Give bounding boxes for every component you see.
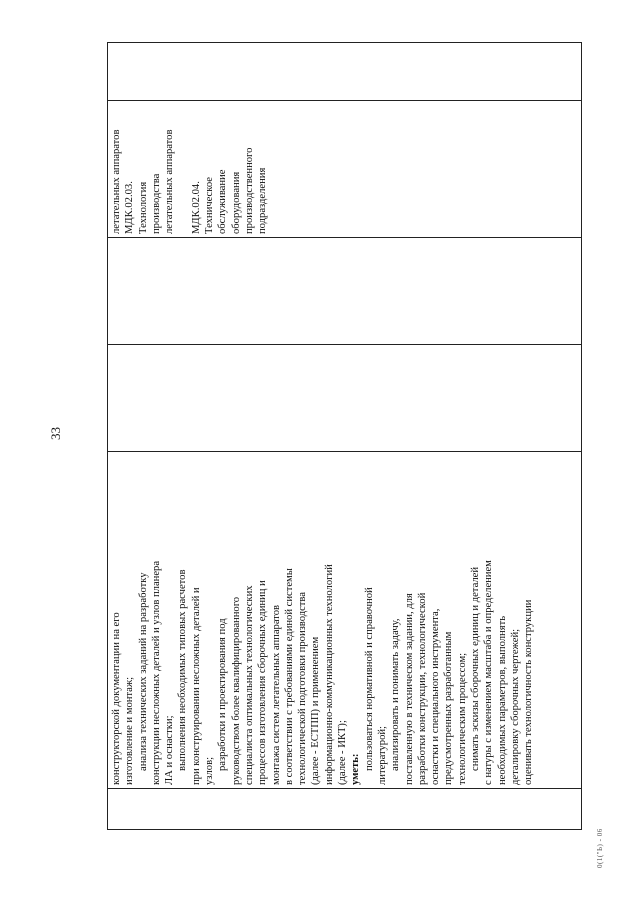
requirement-line: конструкторской документации на его xyxy=(111,612,122,785)
requirement-line: анализа технических заданий на разработку xyxy=(137,572,149,771)
requirement-line: разработки и проектирования под xyxy=(217,618,229,771)
module-line: летательных аппаратов xyxy=(164,129,176,234)
requirement-line: пользоваться нормативной и справочной xyxy=(363,587,375,771)
module-line: Техническое xyxy=(204,177,216,234)
requirement-line: технологическим процессом; xyxy=(456,652,468,785)
requirement-line: уметь: xyxy=(350,753,362,785)
requirement-line: информационно-коммуникационных технологий xyxy=(323,564,335,785)
requirement-line: изготовление и монтаж; xyxy=(124,676,136,785)
requirement-line: выполнения необходимых типовых расчетов xyxy=(177,569,189,771)
requirement-line: технологической подготовки производства xyxy=(297,592,309,785)
rotated-table-container xyxy=(107,42,582,830)
module-line: подразделения xyxy=(257,167,269,234)
requirement-line: деталировку сборочных чертежей; xyxy=(509,628,521,785)
requirement-line: разработки конструкции, технологической xyxy=(416,592,428,785)
requirement-line: литературой; xyxy=(376,725,388,785)
requirement-line: предусмотренных разработанным xyxy=(443,631,455,785)
requirement-line: оценивать технологичность конструкции xyxy=(523,599,535,785)
module-line: обслуживание xyxy=(217,169,229,234)
table-row xyxy=(108,43,582,830)
page-number: 33 xyxy=(48,427,63,440)
module-line: оборудования xyxy=(230,171,242,234)
module-line: производства xyxy=(150,173,162,234)
requirement-line: при конструировании несложных деталей и xyxy=(190,587,202,785)
module-line xyxy=(176,104,189,234)
requirements-text xyxy=(110,455,536,785)
requirement-line: процессов изготовления сборочных единиц и xyxy=(257,580,269,785)
table-cell-modules xyxy=(108,101,582,238)
module-line: производственного xyxy=(243,147,255,234)
table-cell-empty-1 xyxy=(108,345,582,452)
requirement-line: необходимых параметров, выполнять xyxy=(496,615,508,785)
requirement-line: специалиста оптимальных технологических xyxy=(243,585,255,785)
module-line: Технология xyxy=(137,181,149,234)
requirement-line: узлов; xyxy=(204,756,216,785)
table-cell-requirements xyxy=(108,452,582,789)
requirement-line: монтажа систем летательных аппаратов xyxy=(270,604,282,785)
requirement-line: анализировать и понимать задачу, xyxy=(390,618,402,771)
table-cell-empty-3 xyxy=(108,43,582,101)
requirement-line: снимать эскизы сборочных единиц и деталей xyxy=(470,566,482,771)
table-cell-empty-2 xyxy=(108,238,582,345)
module-line: МДК.02.03. xyxy=(124,181,136,234)
competency-table xyxy=(107,42,582,830)
footer-stamp: 0(1("Ь) - 06 xyxy=(596,828,604,868)
requirement-line: поставленную в техническом задании, для xyxy=(403,593,415,785)
requirement-line: оснастки и специального инструмента, xyxy=(430,608,442,785)
module-line: летательных аппаратов xyxy=(111,129,122,234)
requirement-line: конструкции несложных деталей и узлов планера xyxy=(150,560,162,785)
requirement-line: (далее - ЕСТПП) и применением xyxy=(310,636,322,785)
modules-text xyxy=(110,104,270,234)
requirement-line: в соответствии с требованиями единой системы xyxy=(283,568,295,785)
requirement-line: с натуры с изменением масштаба и определением xyxy=(483,560,495,785)
requirement-line: ЛА и оснастки; xyxy=(164,715,176,785)
table-cell-index xyxy=(108,789,582,830)
requirement-line: (далее - ИКТ); xyxy=(337,720,349,785)
requirement-line: руководством более квалифицированного xyxy=(230,596,242,785)
module-line: МДК.02.04. xyxy=(190,181,202,234)
